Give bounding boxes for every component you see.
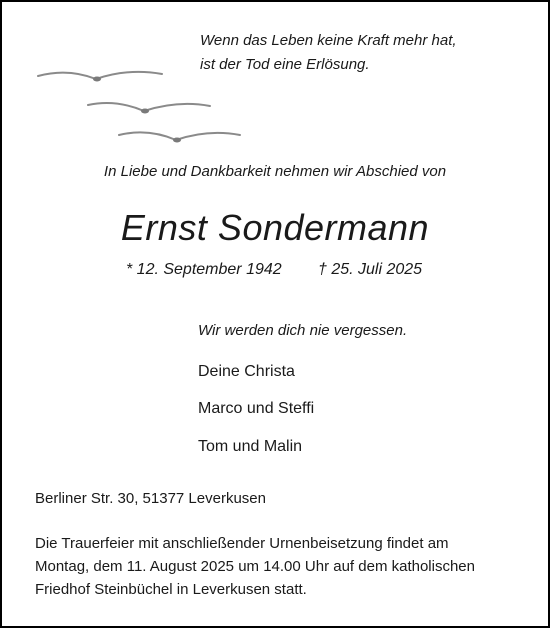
birth-date: * 12. September 1942	[126, 261, 282, 278]
verse-line-1: Wenn das Leben keine Kraft mehr hat,	[200, 32, 457, 49]
ceremony-line-2: Montag, dem 11. August 2025 um 14.00 Uhr auf dem katholischen	[35, 558, 475, 575]
ceremony-line-1: Die Trauerfeier mit anschließender Urnenbeisetzung findet am	[35, 535, 449, 552]
farewell-text: Wir werden dich nie vergessen.	[198, 322, 408, 339]
flying-birds-icon	[2, 2, 302, 162]
verse-line-2: ist der Tod eine Erlösung.	[200, 56, 370, 73]
intro-text: In Liebe und Dankbarkeit nehmen wir Abschied von	[103, 163, 447, 180]
ceremony-line-3: Friedhof Steinbüchel in Leverkusen statt.	[35, 581, 307, 598]
mourner-name: Marco und Steffi	[198, 400, 315, 417]
deceased-name: Ernst Sondermann	[120, 207, 430, 248]
death-date: † 25. Juli 2025	[318, 261, 423, 278]
address-text: Berliner Str. 30, 51377 Leverkusen	[35, 490, 266, 507]
mourner-name: Tom und Malin	[198, 438, 303, 455]
mourner-name: Deine Christa	[198, 363, 295, 380]
